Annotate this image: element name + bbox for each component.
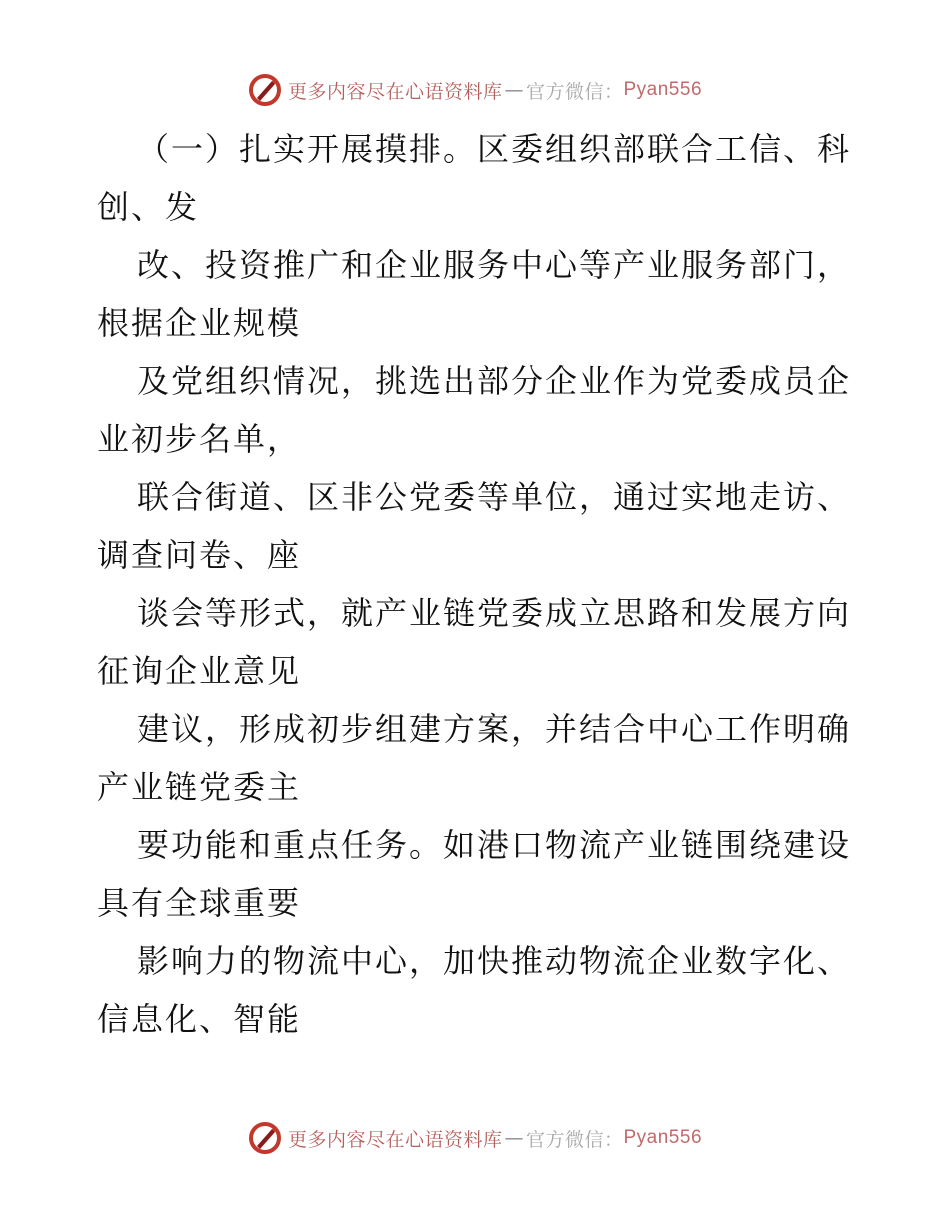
pen-logo-icon [248,73,282,107]
paragraph-line: 具有全球重要 [97,884,302,922]
paragraph-line: 影响力的物流中心，加快推动物流企业数字化、 [137,942,852,980]
paragraph [97,468,857,584]
paragraph [97,352,857,468]
paragraph [97,932,857,1048]
paragraph-line: 业初步名单， [97,420,302,458]
paragraph-line: 信息化、智能 [97,1000,302,1038]
paragraph-line: 及党组织情况，挑选出部分企业作为党委成员企 [137,362,852,400]
watermark-contact-label: 官方微信： [525,1128,624,1151]
watermark-contact-label: 官方微信： [525,80,624,103]
paragraph-line: 要功能和重点任务。如港口物流产业链围绕建设 [137,826,852,864]
paragraph-line: 改、投资推广和企业服务中心等产业服务部门， [137,246,852,284]
paragraph-line: （一）扎实开展摸排。区委组织部联合工信、科 [137,130,852,168]
paragraph-line: 联合街道、区非公党委等单位，通过实地走访、 [137,478,852,516]
paragraph-line: 征询企业意见 [97,652,302,690]
paragraph [97,700,857,816]
watermark-brand: 更多内容尽在心语资料库 [287,1128,503,1151]
paragraph [97,584,857,700]
watermark-brand: 更多内容尽在心语资料库 [287,80,503,103]
paragraph-line: 产业链党委主 [97,768,302,806]
document-body [97,120,857,1048]
paragraph [97,120,857,236]
paragraph-line: 建议，形成初步组建方案，并结合中心工作明确 [137,710,852,748]
paragraph-line: 调查问卷、座 [97,536,302,574]
footer-watermark [0,1118,950,1158]
paragraph [97,816,857,932]
header-watermark [0,70,950,110]
paragraph-line: 根据企业规模 [97,304,302,342]
watermark-contact-id: Pyan556 [623,79,703,100]
paragraph-line: 创、发 [97,188,200,226]
watermark-separator: — [504,79,524,101]
watermark-separator: — [504,1127,524,1149]
paragraph [97,236,857,352]
watermark-contact-id: Pyan556 [623,1127,703,1148]
pen-logo-icon [248,1121,282,1155]
paragraph-line: 谈会等形式，就产业链党委成立思路和发展方向 [137,594,852,632]
